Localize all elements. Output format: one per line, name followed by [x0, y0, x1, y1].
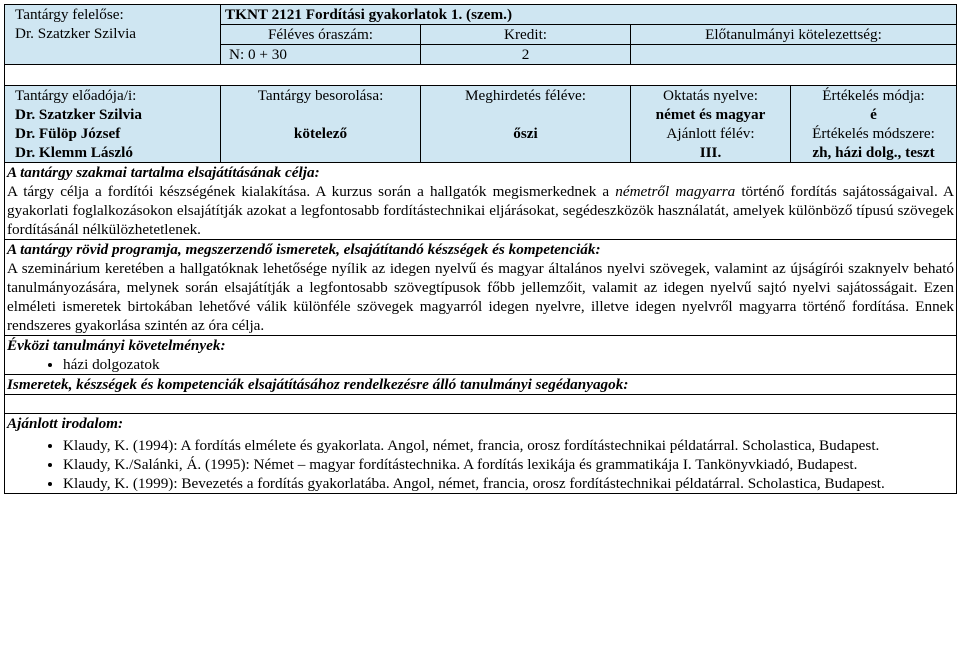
requirements-section [5, 336, 957, 375]
credit-label: Kredit: [421, 25, 631, 45]
eval-method-label: Értékelés módszere: [812, 125, 935, 142]
spacer-row [5, 65, 957, 86]
materials-heading: Ismeretek, készségek és kompetenciák elsajátításához rendelkezésre álló tanulmányi segédanyagok: [7, 376, 629, 393]
eval-method-value: zh, házi dolg., teszt [812, 144, 935, 161]
materials-content [5, 395, 957, 414]
hours-value: N: 0 + 30 [221, 45, 421, 65]
goal-text: A tárgy célja a fordítói készségének kialakítása. A kurzus során a hallgatók megismerkednek a németről magyarra történő fordítás sajátosságaival. A gyakorlati foglalkozásokon elsajátítják azokat a legfontosabb fordítástechnikai eljárásokat, segédeszközök használatát, amelyek különböző típusú szövegek fordításánál nélkülözhetetlenek. [7, 183, 955, 238]
semester-value: őszi [513, 125, 538, 142]
program-section [5, 240, 957, 336]
hours-label: Féléves óraszám: [221, 25, 421, 45]
language-value: német és magyar [655, 106, 766, 123]
prereq-value [631, 45, 957, 65]
classification-value: kötelező [293, 125, 348, 142]
lecturers-cell [5, 86, 221, 163]
literature-section [5, 414, 957, 494]
requirements-list [7, 355, 954, 374]
program-heading: A tantárgy rövid programja, megszerzendő ismeretek, elsajátítandó készségek és kompetenciák: [7, 241, 601, 258]
lecturer-label: Tantárgy előadója/i: [15, 87, 137, 104]
requirements-heading: Évközi tanulmányi követelmények: [7, 337, 226, 354]
course-title: TKNT 2121 Fordítási gyakorlatok 1. (szem.) [221, 5, 957, 25]
eval-mode-value: é [870, 106, 877, 123]
credit-value: 2 [421, 45, 631, 65]
eval-mode-label: Értékelés módja: [822, 87, 925, 104]
responsible-cell [5, 5, 221, 65]
literature-list [7, 436, 954, 493]
lecturer-name: Dr. Klemm László [15, 144, 133, 161]
responsible-label: Tantárgy felelőse: [15, 6, 124, 23]
header-row [5, 5, 957, 25]
source-language: németről [615, 183, 670, 200]
goal-section [5, 163, 957, 240]
language-label: Oktatás nyelve: [663, 87, 758, 104]
program-text: A szeminárium keretében a hallgatóknak lehetősége nyílik az idegen nyelvű és magyar általános nyelvi szövegek, valamint az újságírói szaknyelv beható tanulmányozására, melynek során elsajátítják a legfontosabb szövegtípusok főbb jellemzőit, valamit az idegen nyelvű sajtó nyelvi sajátosságait. Ezen elméleti ismeretek birtokában lehetővé válik különféle szövegek magyarról idegen nyelvre, illetve idegen nyelvről magyarra történő fordítása. Ennek rendszeres gyakorlása szintén az óra célja. [7, 260, 955, 334]
classification-label: Tantárgy besorolása: [257, 87, 384, 104]
classification-cell [221, 86, 421, 163]
list-item: • Klaudy, K. (1994): A fordítás elmélete és gyakorlata. Angol, német, francia, orosz fordítástechnikai példatárral. Scholastica, Budapest. [63, 436, 954, 455]
target-language: magyarra [675, 183, 736, 200]
info-row [5, 86, 957, 163]
responsible-name: Dr. Szatzker Szilvia [15, 25, 137, 42]
materials-section [5, 375, 957, 395]
list-item: • Klaudy, K. (1999): Bevezetés a fordítás gyakorlatába. Angol, német, francia, orosz fordítástechnikai példatárral. Scholastica, Budapest. [63, 474, 954, 493]
list-item: • házi dolgozatok [63, 355, 954, 374]
language-cell [631, 86, 791, 163]
semester-label: Meghirdetés féléve: [464, 87, 587, 104]
goal-heading: A tantárgy szakmai tartalma elsajátításának célja: [7, 164, 320, 181]
evaluation-cell [791, 86, 957, 163]
lecturer-name: Dr. Fülöp József [15, 125, 121, 142]
recommended-value: III. [699, 144, 722, 161]
literature-heading: Ajánlott irodalom: [7, 415, 124, 432]
prereq-label: Előtanulmányi kötelezettség: [631, 25, 957, 45]
semester-cell [421, 86, 631, 163]
course-table [4, 4, 957, 494]
list-item: • Klaudy, K./Salánki, Á. (1995): Német – magyar fordítástechnika. A fordítás lexikája és grammatikája I. Tankönyvkiadó, Budapest. [63, 455, 954, 474]
lecturer-name: Dr. Szatzker Szilvia [15, 106, 142, 123]
recommended-label: Ajánlott félév: [666, 125, 755, 142]
